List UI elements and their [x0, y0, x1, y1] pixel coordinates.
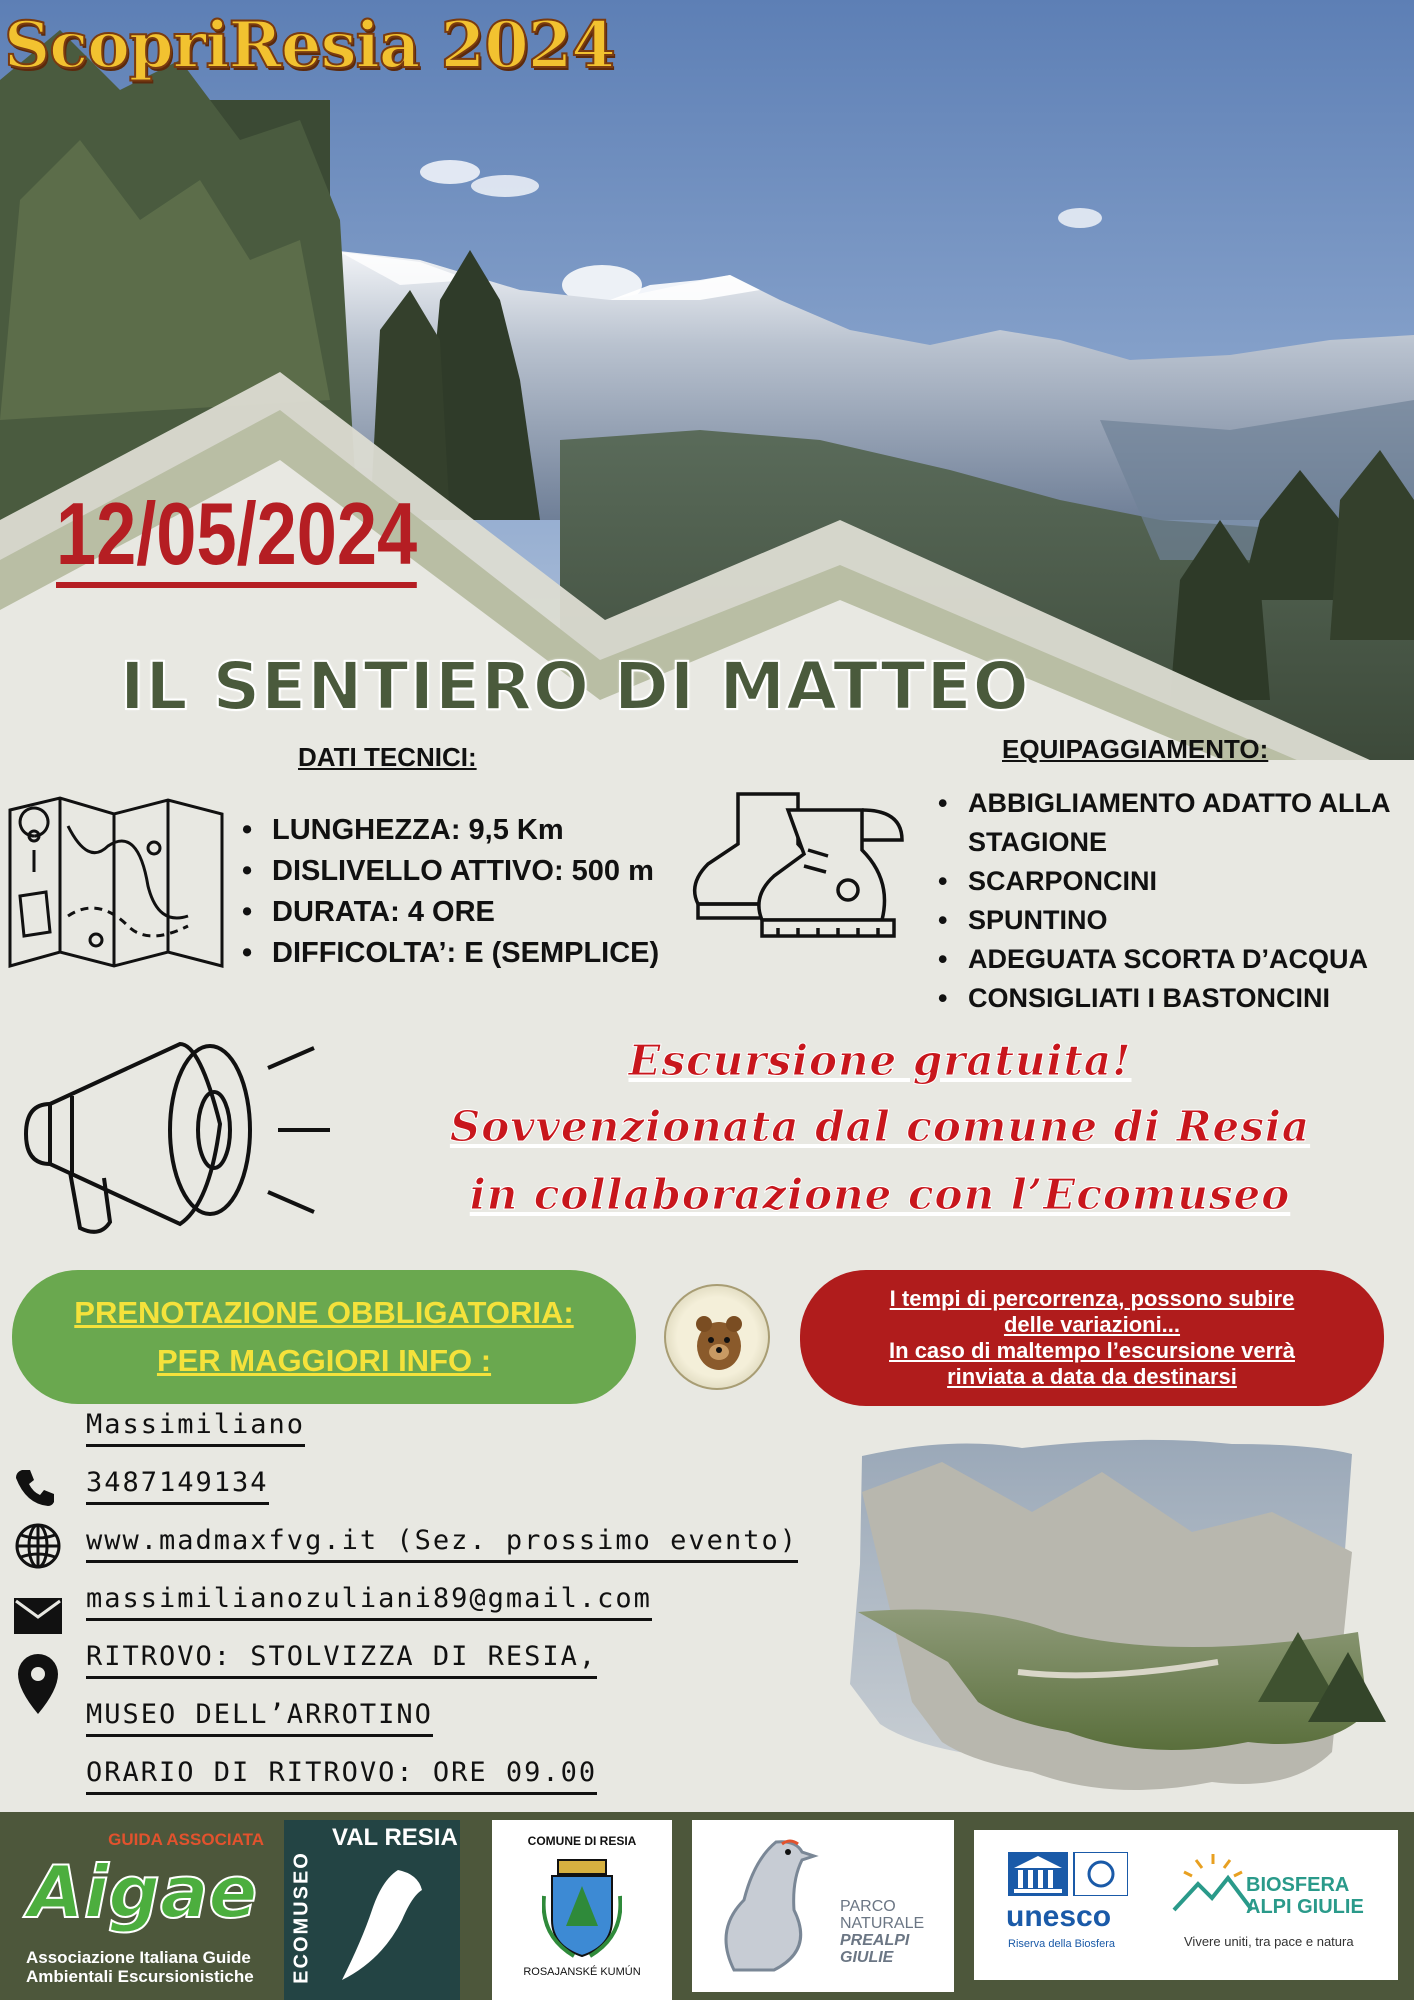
list-item: • ADEGUATA SCORTA D’ACQUA	[934, 940, 1414, 979]
biosfera-mountain-icon	[1170, 1850, 1256, 1920]
equipment-heading: EQUIPAGGIAMENTO:	[1002, 734, 1269, 764]
notice-line-1: I tempi di percorrenza, possono subire	[889, 1286, 1295, 1311]
parco-prealpi-giulie-logo	[692, 1820, 954, 1992]
comune-top-label: COMUNE DI RESIA	[527, 1834, 637, 1848]
meeting-point-line-1: RITROVO: STOLVIZZA DI RESIA,	[86, 1640, 597, 1679]
notice-pill	[800, 1270, 1384, 1406]
aigae-subtitle-2: Ambientali Escursionistiche	[26, 1967, 254, 1986]
promo-free-excursion: Escursione gratuita!	[628, 1036, 1132, 1085]
coat-of-arms-icon	[542, 1856, 622, 1960]
valley-photo	[838, 1432, 1398, 1802]
map-icon	[8, 796, 226, 970]
biosfera-line-2: ALPI GIULIE	[1246, 1896, 1364, 1918]
parco-line-2: NATURALE	[840, 1915, 925, 1932]
booking-info-pill	[12, 1270, 636, 1404]
megaphone-icon	[14, 1024, 334, 1234]
ecomuseo-side-label: ECOMUSEO	[290, 1851, 313, 1984]
notice-line-4: rinviata a data da destinarsi	[947, 1364, 1237, 1389]
technical-data-heading: DATI TECNICI:	[298, 742, 477, 772]
unesco-biosfera-logo	[974, 1830, 1398, 1980]
bear-badge-logo	[664, 1284, 770, 1390]
booking-line-2: PER MAGGIORI INFO :	[156, 1343, 492, 1378]
list-item: • DIFFICOLTA’: E (SEMPLICE)	[238, 933, 659, 974]
contact-email[interactable]: massimilianozuliani89@gmail.com	[86, 1582, 652, 1621]
parco-line-4: GIULIE	[840, 1949, 894, 1966]
event-date: 12/05/2024	[56, 490, 417, 588]
list-item: • CONSIGLIATI I BASTONCINI	[934, 979, 1414, 1018]
aigae-subtitle-1: Associazione Italiana Guide	[26, 1948, 251, 1967]
biosfera-line-1: BIOSFERA	[1246, 1874, 1350, 1896]
contact-website[interactable]: www.madmaxfvg.it (Sez. prossimo evento)	[86, 1524, 798, 1563]
mail-icon	[14, 1598, 62, 1638]
aigae-top-label: GUIDA ASSOCIATA	[108, 1830, 264, 1849]
ecomuseo-val-resia-logo	[284, 1820, 460, 2000]
bird-icon	[328, 1860, 448, 1990]
biosfera-tagline: Vivere uniti, tra pace e natura	[1184, 1934, 1354, 1949]
parco-line-3: PREALPI	[840, 1932, 910, 1949]
contact-phone[interactable]: 3487149134	[86, 1466, 269, 1505]
landscape-illustration	[0, 0, 1414, 760]
technical-data-list	[238, 810, 659, 974]
promo-collaboration: in collaborazione con l’Ecomuseo	[469, 1170, 1291, 1219]
parco-line-1: PARCO	[840, 1898, 896, 1915]
comune-di-resia-logo	[492, 1820, 672, 2000]
list-item: • DISLIVELLO ATTIVO: 500 m	[238, 851, 659, 892]
phone-icon	[14, 1466, 54, 1510]
list-item: • ABBIGLIAMENTO ADATTO ALLA STAGIONE	[934, 784, 1414, 862]
ecomuseo-top-label: VAL RESIA	[332, 1824, 458, 1851]
comune-bottom-label: ROSAJANSKÉ KUMÚN	[523, 1966, 641, 1978]
location-pin-icon	[18, 1654, 58, 1718]
hiking-boots-icon	[688, 790, 912, 944]
footer-sponsors	[0, 1812, 1414, 2000]
equipment-list	[934, 784, 1414, 1018]
unesco-name: unesco	[1006, 1900, 1112, 1933]
aigae-name: Aigae	[28, 1850, 258, 1934]
contact-name: Massimiliano	[86, 1408, 305, 1447]
unesco-subtitle: Riserva della Biosfera	[1008, 1938, 1115, 1950]
notice-line-3: In caso di maltempo l’escursione verrà	[889, 1338, 1295, 1363]
meeting-time: ORARIO DI RITROVO: ORE 09.00	[86, 1756, 597, 1795]
booking-line-1: PRENOTAZIONE OBBLIGATORIA:	[74, 1295, 574, 1330]
hero-landscape-photo	[0, 0, 1414, 760]
list-item: • SPUNTINO	[934, 901, 1414, 940]
promo-sponsor: Sovvenzionata dal comune di Resia	[449, 1102, 1311, 1151]
list-item: • SCARPONCINI	[934, 862, 1414, 901]
aigae-logo	[22, 1820, 270, 1992]
notice-line-2: delle variazioni...	[1003, 1312, 1181, 1337]
list-item: • LUNGHEZZA: 9,5 Km	[238, 810, 659, 851]
meeting-point-line-2: MUSEO DELL’ARROTINO	[86, 1698, 433, 1737]
brand-title: ScopriResia 2024	[4, 8, 615, 83]
globe-icon	[14, 1522, 62, 1574]
ptarmigan-icon	[716, 1832, 826, 1982]
unesco-temple-icon	[1008, 1852, 1128, 1896]
list-item: • DURATA: 4 ORE	[238, 892, 659, 933]
trail-title: IL SENTIERO DI MATTEO	[120, 648, 1030, 725]
